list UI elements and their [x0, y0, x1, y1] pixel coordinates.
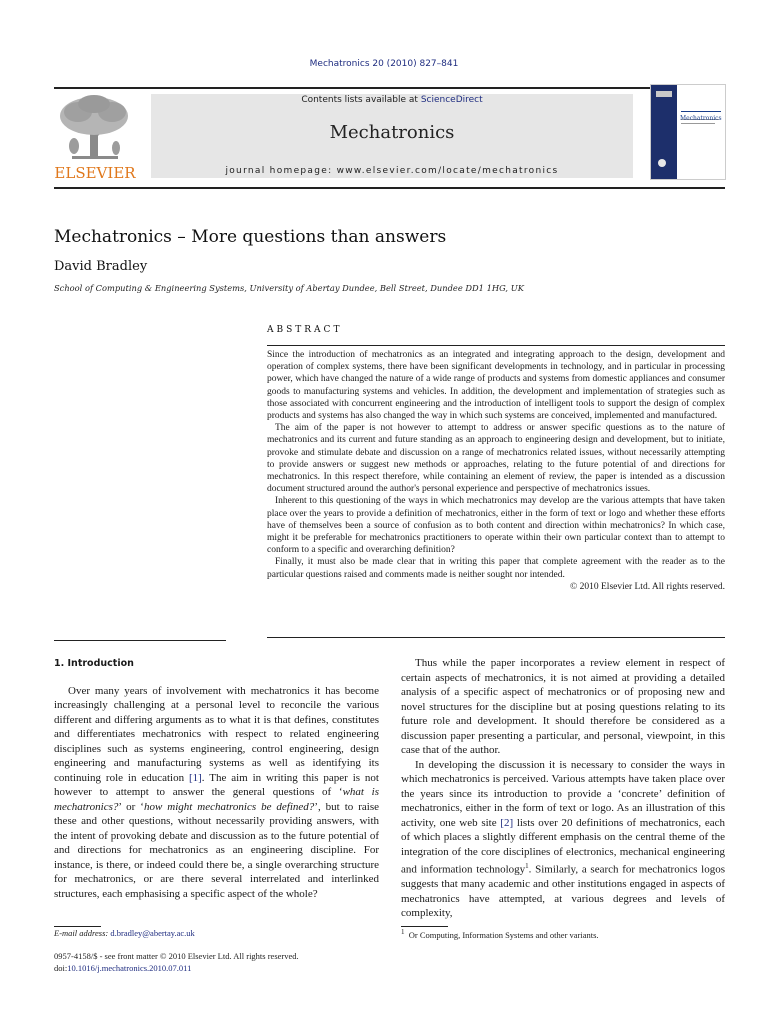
doi-prefix: doi:	[54, 963, 68, 973]
journal-name: Mechatronics	[329, 122, 455, 143]
article-author: David Bradley	[54, 259, 148, 274]
body-paragraph: Thus while the paper incorporates a review element in respect of certain aspects of mechatronics, it is not aimed at providing a detailed analysis of a specific aspect of mechatronics or of proposing new and novel structures for the discipline but at posing questions relating to its future role and development. It should therefore be considered as a discussion paper presenting a particular, and personal, viewpoint, in this case that of the author.	[401, 657, 725, 756]
left-divider-rule	[54, 640, 226, 641]
text-run: . The aim in writing this paper is not however to attempt to answer the general questions of ‘	[54, 771, 379, 798]
email-footnote	[54, 928, 195, 938]
text-run: lists over 20 definitions of mechatronics, each of which places a slightly different emphasis on the central theme of the integration of the core disciplines of electronics, mechanical engineering and information technology	[401, 816, 726, 876]
right-column	[401, 656, 725, 921]
text-run: ’ or ‘	[118, 800, 144, 813]
header-top-rule	[54, 87, 725, 89]
left-column	[54, 657, 379, 901]
body-paragraph	[401, 758, 725, 921]
author-email-link[interactable]: d.bradley@abertay.ac.uk	[110, 928, 195, 938]
footnote-number: 1	[401, 928, 405, 936]
abstract-paragraph: The aim of the paper is not however to attempt to address or answer specific questions as to the nature of mechatronics and its current and future standing as an approach to engineering design and development, but to initiate, provoke and stimulate debate and discussion on a range of mechatronics related issues, without necessarily attempting to provide answers or suggest new methods or approaches, relating to the future potential of and directions for mechatronics. In this respect therefore, while containing an element of review, the paper is intended as a discussion document structured around the author's personal experience and perspective of mechatronics issues.	[267, 423, 725, 495]
abstract-heading: ABSTRACT	[267, 325, 343, 335]
journal-cover-thumbnail[interactable]	[650, 84, 726, 180]
elsevier-wordmark: ELSEVIER	[54, 164, 136, 182]
journal-homepage	[151, 166, 633, 176]
doi-link[interactable]: 10.1016/j.mechatronics.2010.07.011	[67, 963, 192, 973]
reference-link[interactable]: [2]	[500, 816, 514, 829]
sciencedirect-link[interactable]: ScienceDirect	[420, 95, 483, 105]
abstract-paragraph: Since the introduction of mechatronics as an integrated and integrating approach to the design, development and operation of complex systems, there have been significant developments in technology, and in particular in processing power, which have changed the nature of a wide range of products and systems from domestic appliances and consumer goods to manufacturing systems and vehicles. In addition, the development and implementation of strategies such as those associated with concurrent engineering and the introduction of intelligent tools to support the design of complex products and systems has also changed the way in which such systems are conceived, implemented and manufactured.	[267, 350, 725, 422]
abstract-top-rule	[267, 345, 725, 346]
abstract-text	[267, 349, 725, 593]
article-title: Mechatronics – More questions than answers	[54, 227, 447, 247]
emphasis-question: what is mechatronics?	[54, 786, 380, 813]
cover-journal-title: Mechatronics	[680, 115, 722, 122]
footnote-rule	[54, 926, 101, 927]
text-run: ’, but to raise these and other questions, without necessarily providing answers, with the intent of provoking debate and discussion as to the future potential of and directions for mechatronics as an engineering discipline. For instance, is there, or indeed could there be, a single overarching structure for mechatronics, or are there several interrelated and interlinked structures, each emphasising a specific aspect of the whole?	[54, 800, 379, 900]
header-bottom-rule	[54, 187, 725, 189]
abstract-bottom-rule	[267, 637, 725, 638]
emphasis-question: how might mechatronics be defined?	[143, 800, 315, 813]
abstract-paragraph: Finally, it must also be made clear that in writing this paper that complete agreement with the reader as to the particular questions raised and comments made is neither sought nor intended.	[267, 557, 725, 580]
author-affiliation: School of Computing & Engineering Systems, University of Abertay Dundee, Bell Street, Dundee DD1 1HG, UK	[54, 283, 524, 293]
abstract-paragraph: Inherent to this questioning of the ways in which mechatronics may develop are the various attempts that have taken place over the years to provide a definition of mechatronics, either in the form of text or logo and whether these efforts have of themselves been a source of confusion as to both content and direction within mechatronics? In which case, might it be preferable for mechatronics practitioners to operate within their own particular context than to attempt to conform to a specific and overarching definition?	[267, 496, 725, 556]
footnote-rule	[401, 926, 448, 927]
journal-citation[interactable]: Mechatronics 20 (2010) 827–841	[309, 59, 459, 69]
abstract-copyright: © 2010 Elsevier Ltd. All rights reserved.	[570, 581, 725, 592]
body-paragraph	[54, 684, 379, 902]
front-matter-line: 0957-4158/$ - see front matter © 2010 Elsevier Ltd. All rights reserved.	[54, 951, 299, 961]
reference-link[interactable]: [1]	[188, 771, 202, 784]
homepage-url-link[interactable]: www.elsevier.com/locate/mechatronics	[336, 166, 559, 176]
tree-icon	[54, 94, 136, 164]
section-heading: 1. Introduction	[54, 658, 134, 669]
cover-image	[651, 85, 725, 179]
text-run: Over many years of involvement with mechatronics it has become increasingly challenging at a personal level to reconcile the various different and differing arguments as to what it is that defines, constitutes and differentiates mechatronics with respect to related engineering disciplines such as systems engineering, control engineering, design engineering and manufacturing systems as well as identifying its continuing role in education	[54, 684, 379, 784]
footnote-1	[401, 928, 599, 940]
text-run: . Similarly, a search for mechatronics logos suggests that many academic and other institutions engaged in aspects of mechatronics have attempted, at various degrees and levels of complexity,	[401, 863, 725, 920]
footnote-marker[interactable]: 1	[525, 862, 529, 870]
text-run: In developing the discussion it is necessary to consider the ways in which mechatronics is perceived. Various attempts have taken place over the years since its introduction to provide a ‘concrete’ definition of mechatronics, either in the form of text or logo. As an illustration of this activity, one web site	[401, 758, 725, 829]
email-label: E-mail address:	[54, 928, 111, 938]
contents-availability	[151, 95, 633, 105]
doi-line	[54, 963, 191, 973]
contents-prefix: Contents lists available at	[301, 95, 421, 105]
footnote-text: Or Computing, Information Systems and other variants.	[408, 929, 599, 940]
homepage-prefix: journal homepage:	[225, 166, 337, 176]
